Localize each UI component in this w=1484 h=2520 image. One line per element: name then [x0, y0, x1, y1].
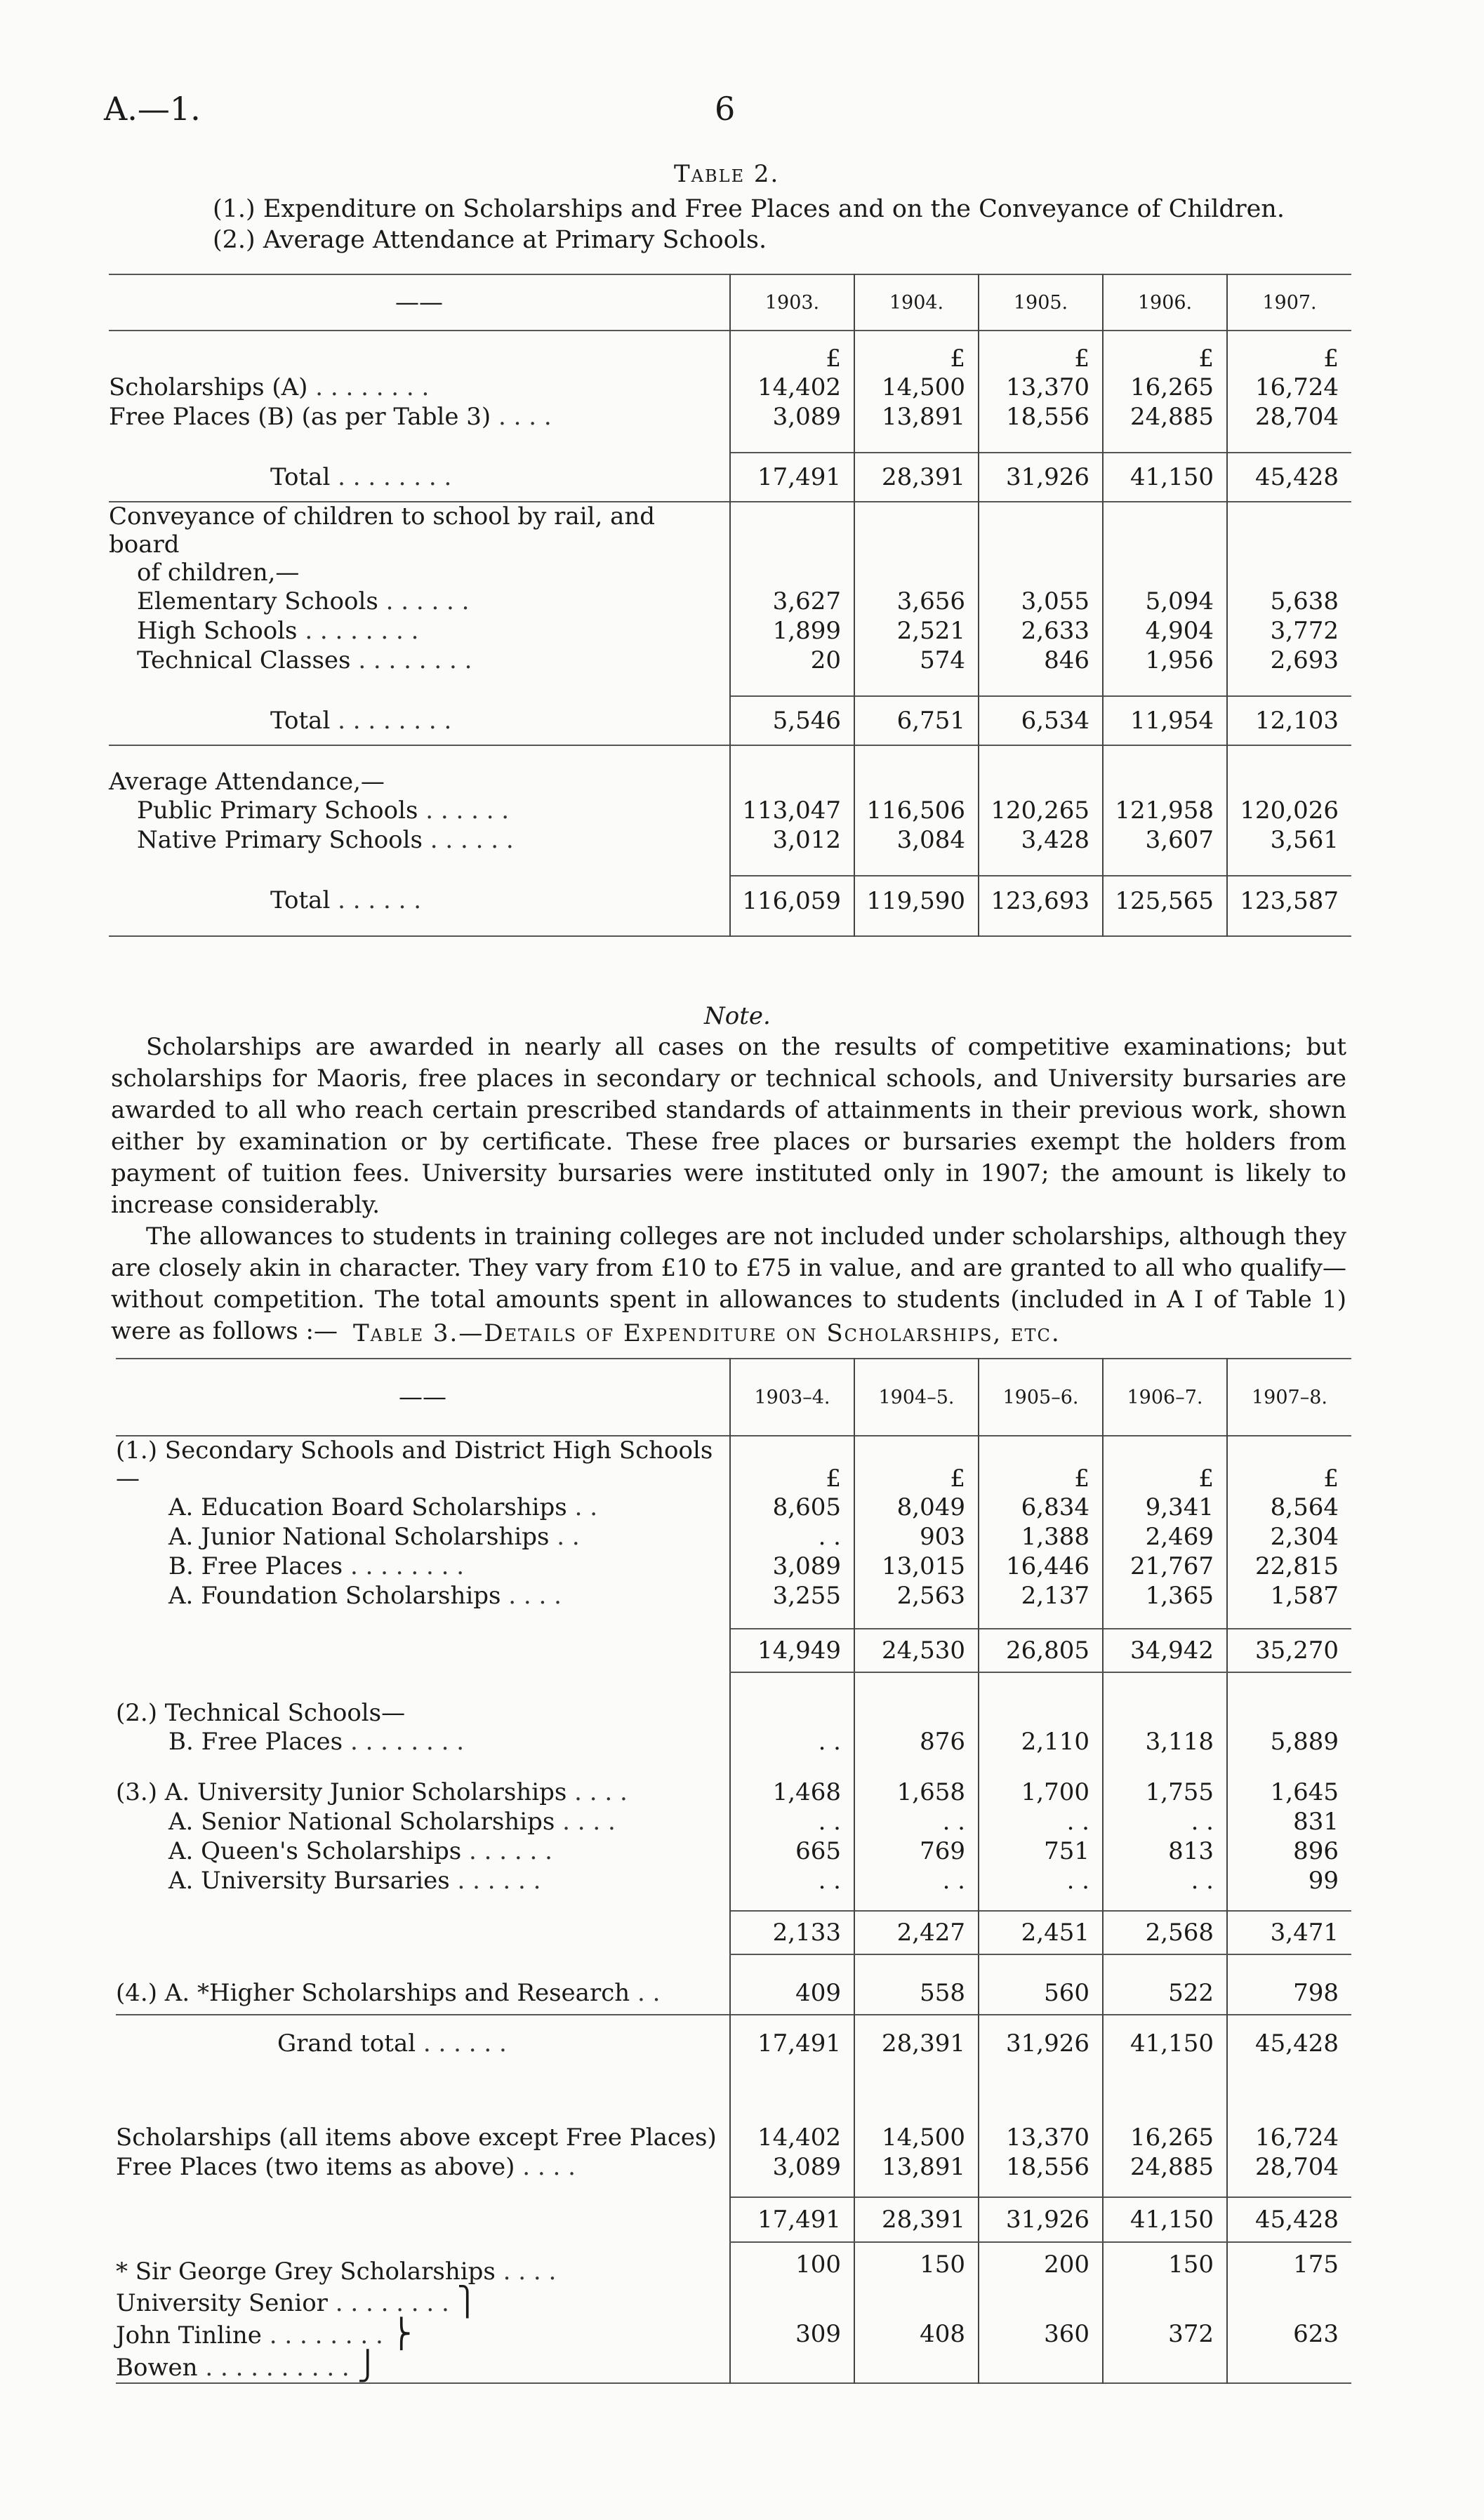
currency-symbol: £ — [730, 331, 854, 373]
cell-value: 17,491 — [730, 453, 854, 502]
row-label: A. Queen's Scholarships — [168, 1837, 462, 1865]
table-row — [116, 1866, 1351, 1895]
section-heading: Conveyance of children to school by rail, and board — [109, 502, 655, 559]
stub-header: —— — [395, 288, 443, 316]
cell-value: 121,958 — [1103, 796, 1227, 825]
cell-value: 6,834 — [979, 1493, 1103, 1522]
cell-value: 35,270 — [1227, 1629, 1351, 1672]
leader-dots: . . . . . . — [338, 886, 422, 914]
cell-value: 41,150 — [1103, 2197, 1227, 2242]
cell-value: 3,772 — [1227, 616, 1351, 646]
cell-value: 13,015 — [854, 1552, 979, 1581]
cell-value: 1,388 — [979, 1522, 1103, 1552]
row-label: Total — [270, 462, 331, 491]
section-heading: of children,— — [137, 559, 300, 587]
leader-dots: . . . . — [498, 403, 552, 431]
cell-value: 3,607 — [1103, 825, 1227, 855]
cell-value: 16,446 — [979, 1552, 1103, 1581]
brace-icon: ⎫ — [456, 2286, 478, 2318]
cell-value: 21,767 — [1103, 1552, 1227, 1581]
page-number: 6 — [715, 90, 736, 128]
cell-value: 360 — [979, 2286, 1103, 2383]
row-label: Free Places (B) (as per Table 3) — [109, 403, 491, 431]
cell-value: 13,370 — [979, 2123, 1103, 2152]
row-label: (3.) A. University Junior Scholarships — [116, 1778, 567, 1806]
leader-dots: . . . . . . — [430, 826, 514, 854]
cell-value: 1,755 — [1103, 1778, 1227, 1807]
row-label: A. Junior National Scholarships — [168, 1523, 550, 1551]
cell-value: 14,402 — [730, 2123, 854, 2152]
page-reference: A.—1. — [104, 90, 201, 128]
grand-total-row — [116, 2015, 1351, 2071]
table3 — [116, 1358, 1351, 2384]
cell-value: 24,530 — [854, 1629, 979, 1672]
cell-value: 798 — [1227, 1971, 1351, 2015]
cell-value: 26,805 — [979, 1629, 1103, 1672]
cell-value: 17,491 — [730, 2197, 854, 2242]
cell-value: 6,534 — [979, 696, 1103, 745]
cell-value: 200 — [979, 2242, 1103, 2286]
currency-row — [109, 331, 1351, 373]
cell-value: 12,103 — [1227, 696, 1351, 745]
total-row — [109, 876, 1351, 925]
cell-value: 3,656 — [854, 587, 979, 616]
leader-dots: . . . . . . . . . . — [205, 2354, 350, 2382]
table-row — [116, 1807, 1351, 1836]
cell-value: 309 — [730, 2286, 854, 2383]
year-header: 1903–4. — [730, 1359, 854, 1436]
cell-value: 16,724 — [1227, 373, 1351, 402]
row-label: High Schools — [137, 617, 298, 645]
table-row — [109, 616, 1351, 646]
table-row — [116, 2152, 1351, 2182]
table2-title: Table 2. — [674, 160, 780, 188]
year-header: 1906. — [1103, 274, 1227, 331]
cell-value: 2,137 — [979, 1581, 1103, 1611]
cell-value: 11,954 — [1103, 696, 1227, 745]
year-header: 1907–8. — [1227, 1359, 1351, 1436]
table3-title: Table 3.—Details of Expenditure on Scholarships, etc. — [353, 1319, 1061, 1347]
cell-value: 372 — [1103, 2286, 1227, 2383]
cell-value: 45,428 — [1227, 2015, 1351, 2071]
cell-value: 409 — [730, 1971, 854, 2015]
cell-value: 408 — [854, 2286, 979, 2383]
cell-value: 3,089 — [730, 402, 854, 432]
cell-value: . . — [979, 1866, 1103, 1895]
cell-value: 16,265 — [1103, 2123, 1227, 2152]
leader-dots: . . . . . . . . — [269, 2321, 383, 2349]
cell-value: 2,304 — [1227, 1522, 1351, 1552]
cell-value: 150 — [854, 2242, 979, 2286]
cell-value: 28,391 — [854, 2015, 979, 2071]
cell-value: 99 — [1227, 1866, 1351, 1895]
table2-subtitle-1: (1.) Expenditure on Scholarships and Free Places and on the Conveyance of Children. — [213, 195, 1285, 223]
section-heading-row — [109, 745, 1351, 796]
cell-value: 13,370 — [979, 373, 1103, 402]
row-label: Technical Classes — [137, 646, 351, 674]
cell-value: 116,506 — [854, 796, 979, 825]
leader-dots: . . . . . . . . — [338, 706, 452, 735]
cell-value: 28,391 — [854, 453, 979, 502]
row-label: A. Education Board Scholarships — [168, 1493, 567, 1521]
row-label: Free Places (two items as above) — [116, 2153, 515, 2181]
cell-value: 769 — [854, 1836, 979, 1866]
cell-value: 113,047 — [730, 796, 854, 825]
cell-value: 31,926 — [979, 2197, 1103, 2242]
cell-value: . . — [730, 1866, 854, 1895]
cell-value: . . — [979, 1807, 1103, 1836]
currency-symbol: £ — [854, 331, 979, 373]
table-row — [109, 646, 1351, 675]
leader-dots: . . . . . . . . — [315, 373, 430, 401]
table2-header-row — [109, 274, 1351, 331]
cell-value: 150 — [1103, 2242, 1227, 2286]
cell-value: 896 — [1227, 1836, 1351, 1866]
cell-value: 5,094 — [1103, 587, 1227, 616]
cell-value: 45,428 — [1227, 453, 1351, 502]
note-paragraph: Scholarships are awarded in nearly all cases on the results of competitive examinations; but scholarships for Maoris, free places in secondary or technical schools, and University bursaries are awarded to all who reach certain prescribed standards of attainments in their previous work, shown either by examination or by certificate. These free places or bursaries exempt the holders from payment of tuition fees. University bursaries were instituted only in 1907; the amount is likely to increase considerably. — [111, 1033, 1346, 1219]
cell-value: 13,891 — [854, 2152, 979, 2182]
row-label: B. Free Places — [168, 1552, 343, 1580]
note-title: Note. — [704, 1002, 771, 1030]
table-row — [116, 1493, 1351, 1522]
row-label: Bowen — [116, 2354, 198, 2382]
cell-value: 1,658 — [854, 1778, 979, 1807]
row-label: Total — [270, 886, 331, 914]
table-row — [116, 1971, 1351, 2015]
subtotal-row — [116, 1629, 1351, 1672]
row-label: Grand total — [277, 2029, 416, 2058]
brace-icon: ⎭ — [357, 2350, 378, 2382]
cell-value: 623 — [1227, 2286, 1351, 2383]
cell-value: 1,468 — [730, 1778, 854, 1807]
cell-value: 1,899 — [730, 616, 854, 646]
year-header: 1905–6. — [979, 1359, 1103, 1436]
stub-header: —— — [399, 1383, 446, 1411]
currency-symbol: £ — [1227, 331, 1351, 373]
cell-value: 5,889 — [1227, 1727, 1351, 1756]
currency-symbol: £ — [1227, 1436, 1351, 1493]
table-row — [116, 1727, 1351, 1756]
cell-value: 1,587 — [1227, 1581, 1351, 1611]
row-label: * Sir George Grey Scholarships — [116, 2258, 496, 2286]
note-body — [111, 1032, 1346, 1347]
table-row — [109, 402, 1351, 432]
cell-value: 3,012 — [730, 825, 854, 855]
leader-dots: . . . . . . . . — [338, 462, 452, 491]
leader-dots: . . — [557, 1523, 580, 1551]
cell-value: . . — [854, 1866, 979, 1895]
leader-dots: . . . . . . — [385, 587, 470, 615]
cell-value: . . — [1103, 1866, 1227, 1895]
row-label: A. Foundation Scholarships — [168, 1582, 501, 1610]
cell-value: 876 — [854, 1727, 979, 1756]
section-heading: Average Attendance,— — [109, 768, 385, 796]
row-label: University Senior — [116, 2289, 328, 2317]
table-row — [109, 796, 1351, 825]
currency-symbol: £ — [979, 1436, 1103, 1493]
cell-value: 24,885 — [1103, 402, 1227, 432]
section-heading-row — [109, 559, 1351, 587]
cell-value: 8,564 — [1227, 1493, 1351, 1522]
table-row — [116, 2286, 1351, 2318]
cell-value: 903 — [854, 1522, 979, 1552]
currency-symbol: £ — [979, 331, 1103, 373]
cell-value: 2,427 — [854, 1911, 979, 1954]
cell-value: 4,904 — [1103, 616, 1227, 646]
cell-value: 574 — [854, 646, 979, 675]
cell-value: . . — [730, 1727, 854, 1756]
cell-value: 813 — [1103, 1836, 1227, 1866]
cell-value: 28,704 — [1227, 2152, 1351, 2182]
leader-dots: . . . . — [508, 1582, 562, 1610]
cell-value: 1,700 — [979, 1778, 1103, 1807]
table2 — [109, 274, 1351, 937]
currency-symbol: £ — [1103, 331, 1227, 373]
subtotal-row — [116, 2197, 1351, 2242]
table-row — [116, 2242, 1351, 2286]
table-row — [109, 373, 1351, 402]
cell-value: 175 — [1227, 2242, 1351, 2286]
subtotal-row — [116, 1911, 1351, 1954]
cell-value: 6,751 — [854, 696, 979, 745]
cell-value: 16,724 — [1227, 2123, 1351, 2152]
cell-value: 123,587 — [1227, 876, 1351, 925]
year-header: 1907. — [1227, 274, 1351, 331]
cell-value: 41,150 — [1103, 453, 1227, 502]
cell-value: 120,026 — [1227, 796, 1351, 825]
brace-icon: ⎬ — [390, 2318, 412, 2350]
cell-value: 125,565 — [1103, 876, 1227, 925]
row-label: A. University Bursaries — [168, 1867, 450, 1895]
table-row — [116, 2123, 1351, 2152]
year-header: 1903. — [730, 274, 854, 331]
cell-value: 28,391 — [854, 2197, 979, 2242]
cell-value: 22,815 — [1227, 1552, 1351, 1581]
cell-value: 14,402 — [730, 373, 854, 402]
cell-value: 123,693 — [979, 876, 1103, 925]
cell-value: 3,055 — [979, 587, 1103, 616]
cell-value: 2,568 — [1103, 1911, 1227, 1954]
section-heading: (2.) Technical Schools— — [116, 1699, 406, 1727]
table-row — [116, 1581, 1351, 1611]
leader-dots: . . — [574, 1493, 598, 1521]
cell-value: 2,110 — [979, 1727, 1103, 1756]
cell-value: 3,255 — [730, 1581, 854, 1611]
cell-value: 14,949 — [730, 1629, 854, 1672]
cell-value: 2,693 — [1227, 646, 1351, 675]
section-heading: (1.) Secondary Schools and District High Schools— — [116, 1436, 730, 1493]
cell-value: 751 — [979, 1836, 1103, 1866]
row-label: A. Senior National Scholarships — [168, 1808, 555, 1836]
leader-dots: . . — [637, 1978, 661, 2007]
cell-value: 1,645 — [1227, 1778, 1351, 1807]
cell-value: 1,365 — [1103, 1581, 1227, 1611]
table2-subtitle-2: (2.) Average Attendance at Primary Schools. — [213, 226, 767, 254]
cell-value: 18,556 — [979, 2152, 1103, 2182]
cell-value: 100 — [730, 2242, 854, 2286]
row-label: B. Free Places — [168, 1728, 343, 1756]
cell-value: . . — [730, 1807, 854, 1836]
cell-value: 5,546 — [730, 696, 854, 745]
cell-value: 2,633 — [979, 616, 1103, 646]
cell-value: 560 — [979, 1971, 1103, 2015]
table-row — [116, 1778, 1351, 1807]
section-heading-row — [116, 1436, 1351, 1493]
cell-value: 8,605 — [730, 1493, 854, 1522]
cell-value: 16,265 — [1103, 373, 1227, 402]
row-label: Total — [270, 706, 331, 735]
leader-dots: . . . . . . — [469, 1837, 552, 1865]
year-header: 1904. — [854, 274, 979, 331]
cell-value: . . — [854, 1807, 979, 1836]
cell-value: 3,561 — [1227, 825, 1351, 855]
cell-value: 665 — [730, 1836, 854, 1866]
cell-value: 1,956 — [1103, 646, 1227, 675]
leader-dots: . . . . . . . . — [305, 617, 419, 645]
cell-value: 3,471 — [1227, 1911, 1351, 1954]
cell-value: 3,089 — [730, 1552, 854, 1581]
cell-value: 116,059 — [730, 876, 854, 925]
cell-value: 846 — [979, 646, 1103, 675]
cell-value: 13,891 — [854, 402, 979, 432]
currency-symbol: £ — [730, 1436, 854, 1493]
total-row — [109, 696, 1351, 745]
leader-dots: . . . . . . — [425, 796, 510, 825]
table-row — [116, 1836, 1351, 1866]
cell-value: 831 — [1227, 1807, 1351, 1836]
table-row — [116, 1522, 1351, 1552]
cell-value: 20 — [730, 646, 854, 675]
cell-value: 2,451 — [979, 1911, 1103, 1954]
cell-value: 119,590 — [854, 876, 979, 925]
cell-value: 14,500 — [854, 2123, 979, 2152]
currency-symbol: £ — [854, 1436, 979, 1493]
cell-value: 14,500 — [854, 373, 979, 402]
cell-value: 5,638 — [1227, 587, 1351, 616]
row-label: Scholarships (all items above except Free Places) — [116, 2124, 717, 2152]
cell-value: 2,563 — [854, 1581, 979, 1611]
note-paragraph: The allowances to students in training colleges are not included under scholarships, although they are closely akin in character. They vary from £10 to £75 in value, and are granted to all who qualify—without competition. The total amounts spent in allowances to students (included in A I of Table 1) were as follows :— — [111, 1222, 1346, 1345]
cell-value: 9,341 — [1103, 1493, 1227, 1522]
cell-value: 45,428 — [1227, 2197, 1351, 2242]
cell-value: 18,556 — [979, 402, 1103, 432]
table-row — [109, 825, 1351, 855]
cell-value: 2,133 — [730, 1911, 854, 1954]
cell-value: 31,926 — [979, 2015, 1103, 2071]
section-heading-row — [109, 502, 1351, 559]
table3-header-row — [116, 1359, 1351, 1436]
cell-value: 2,469 — [1103, 1522, 1227, 1552]
cell-value: 2,521 — [854, 616, 979, 646]
cell-value: 34,942 — [1103, 1629, 1227, 1672]
row-label: Native Primary Schools — [137, 826, 423, 854]
cell-value: 522 — [1103, 1971, 1227, 2015]
currency-symbol: £ — [1103, 1436, 1227, 1493]
cell-value: . . — [730, 1522, 854, 1552]
row-label: Public Primary Schools — [137, 796, 418, 825]
leader-dots: . . . . — [503, 2258, 557, 2286]
year-header: 1904–5. — [854, 1359, 979, 1436]
leader-dots: . . . . . . — [423, 2029, 507, 2058]
cell-value: 3,627 — [730, 587, 854, 616]
table-row — [109, 587, 1351, 616]
cell-value: . . — [1103, 1807, 1227, 1836]
year-header: 1906–7. — [1103, 1359, 1227, 1436]
total-row — [109, 453, 1351, 502]
cell-value: 3,089 — [730, 2152, 854, 2182]
row-label: John Tinline — [116, 2321, 262, 2349]
cell-value: 558 — [854, 1971, 979, 2015]
leader-dots: . . . . . . . . — [335, 2289, 449, 2317]
leader-dots: . . . . . . . . — [350, 1728, 465, 1756]
cell-value: 8,049 — [854, 1493, 979, 1522]
leader-dots: . . . . — [522, 2153, 576, 2181]
cell-value: 41,150 — [1103, 2015, 1227, 2071]
row-label: (4.) A. *Higher Scholarships and Research — [116, 1978, 630, 2007]
leader-dots: . . . . — [574, 1778, 628, 1806]
section-heading-row — [116, 1672, 1351, 1727]
cell-value: 17,491 — [730, 2015, 854, 2071]
row-label: Elementary Schools — [137, 587, 378, 615]
leader-dots: . . . . . . . . — [358, 646, 472, 674]
cell-value: 3,428 — [979, 825, 1103, 855]
cell-value: 3,118 — [1103, 1727, 1227, 1756]
leader-dots: . . . . . . . . — [350, 1552, 465, 1580]
year-header: 1905. — [979, 274, 1103, 331]
row-label: Scholarships (A) — [109, 373, 308, 401]
cell-value: 120,265 — [979, 796, 1103, 825]
cell-value: 28,704 — [1227, 402, 1351, 432]
leader-dots: . . . . — [562, 1808, 616, 1836]
cell-value: 3,084 — [854, 825, 979, 855]
table-row — [116, 1552, 1351, 1581]
leader-dots: . . . . . . — [457, 1867, 541, 1895]
cell-value: 24,885 — [1103, 2152, 1227, 2182]
cell-value: 31,926 — [979, 453, 1103, 502]
